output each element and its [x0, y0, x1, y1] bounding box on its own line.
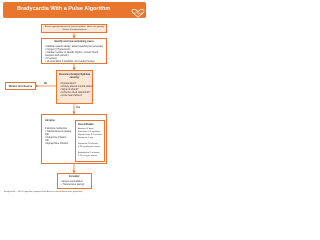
footer-note: Bradycardia — ACLS algorithm (adapted from American Heart Association guidelines) — [4, 191, 83, 193]
monitor-box — [5, 82, 36, 90]
step-identify-item: • Cardiac monitor to identify rhythm; monitor blood — [45, 51, 99, 54]
step-persistent-item: • Ischemic chest discomfort? — [60, 91, 91, 94]
step-atropine-item: • Dopamine infusion — [45, 136, 67, 139]
step-atropine — [41, 114, 107, 164]
doses-item: 2-10 mcg per minute — [78, 155, 98, 157]
step-consider-item: Consider: — [68, 175, 81, 178]
doses-item: Epinephrine IV infusion: — [78, 152, 100, 154]
step-consider-item: • Transvenous pacing — [61, 183, 84, 186]
no-label: No — [44, 82, 48, 85]
monitor-text: Monitor and observe — [8, 85, 33, 88]
step-consider-item: • Expert consultation — [61, 180, 83, 183]
step-consider — [57, 173, 92, 189]
step-atropine-item: OR — [45, 133, 49, 136]
doses-box — [75, 120, 105, 162]
step-persistent-item: • Signs of shock? — [60, 88, 79, 91]
step-persistent-heading: Persistent bradyarrhythmia causing: — [58, 73, 91, 79]
step-atropine-item: OR — [45, 139, 49, 142]
step-identify-item: pressure and oximetry — [45, 54, 69, 57]
step-atropine-heading: Atropine — [45, 119, 55, 122]
logo — [130, 5, 146, 17]
step-atropine-item: • Transcutaneous pacing — [45, 130, 72, 133]
step-identify-item: • Oxygen (if hypoxemic) — [45, 48, 71, 51]
step-identify-item: • IV access — [45, 57, 57, 60]
step-assess-text: Assess appropriateness for clinical condition. Heart rate typically <50/min if bradyarrhythmia. — [44, 26, 105, 31]
step-identify-item: • Maintain patent airway; assist breathing as necessary — [45, 45, 104, 48]
algorithm-page — [0, 0, 149, 198]
step-persistent-item: • Acute heart failure? — [60, 94, 83, 97]
yes-label: Yes — [76, 106, 81, 109]
doses-item: Maximum: 3 mg — [78, 137, 93, 139]
step-atropine-item: • Epinephrine infusion — [45, 142, 69, 145]
step-atropine-item: If atropine ineffective: — [45, 127, 68, 130]
step-persistent-item: • Acutely altered mental status? — [60, 85, 94, 88]
step-identify-heading: Identify and treat underlying cause — [54, 40, 94, 43]
step-assess — [41, 24, 107, 33]
doses-item: Dopamine IV infusion: — [78, 143, 99, 145]
doses-item: Atropine IV dose: — [78, 128, 94, 130]
page-title: Bradycardia With a Pulse Algorithm — [17, 6, 111, 12]
doses-item: 2-20 mcg/kg per minute — [78, 146, 100, 148]
step-identify — [41, 38, 107, 64]
heart-logo-icon — [130, 9, 146, 18]
step-persistent-item: • Hypotension? — [60, 82, 77, 85]
doses-item: First dose: 0.5 mg bolus — [78, 131, 101, 133]
step-persistent — [56, 70, 93, 104]
doses-item: Repeat every 3-5 minutes — [78, 134, 102, 136]
step-identify-item: • 12-Lead ECG if available; don't delay therapy — [45, 60, 95, 63]
doses-heading: Doses/Details — [78, 123, 94, 126]
title-banner — [3, 2, 146, 18]
